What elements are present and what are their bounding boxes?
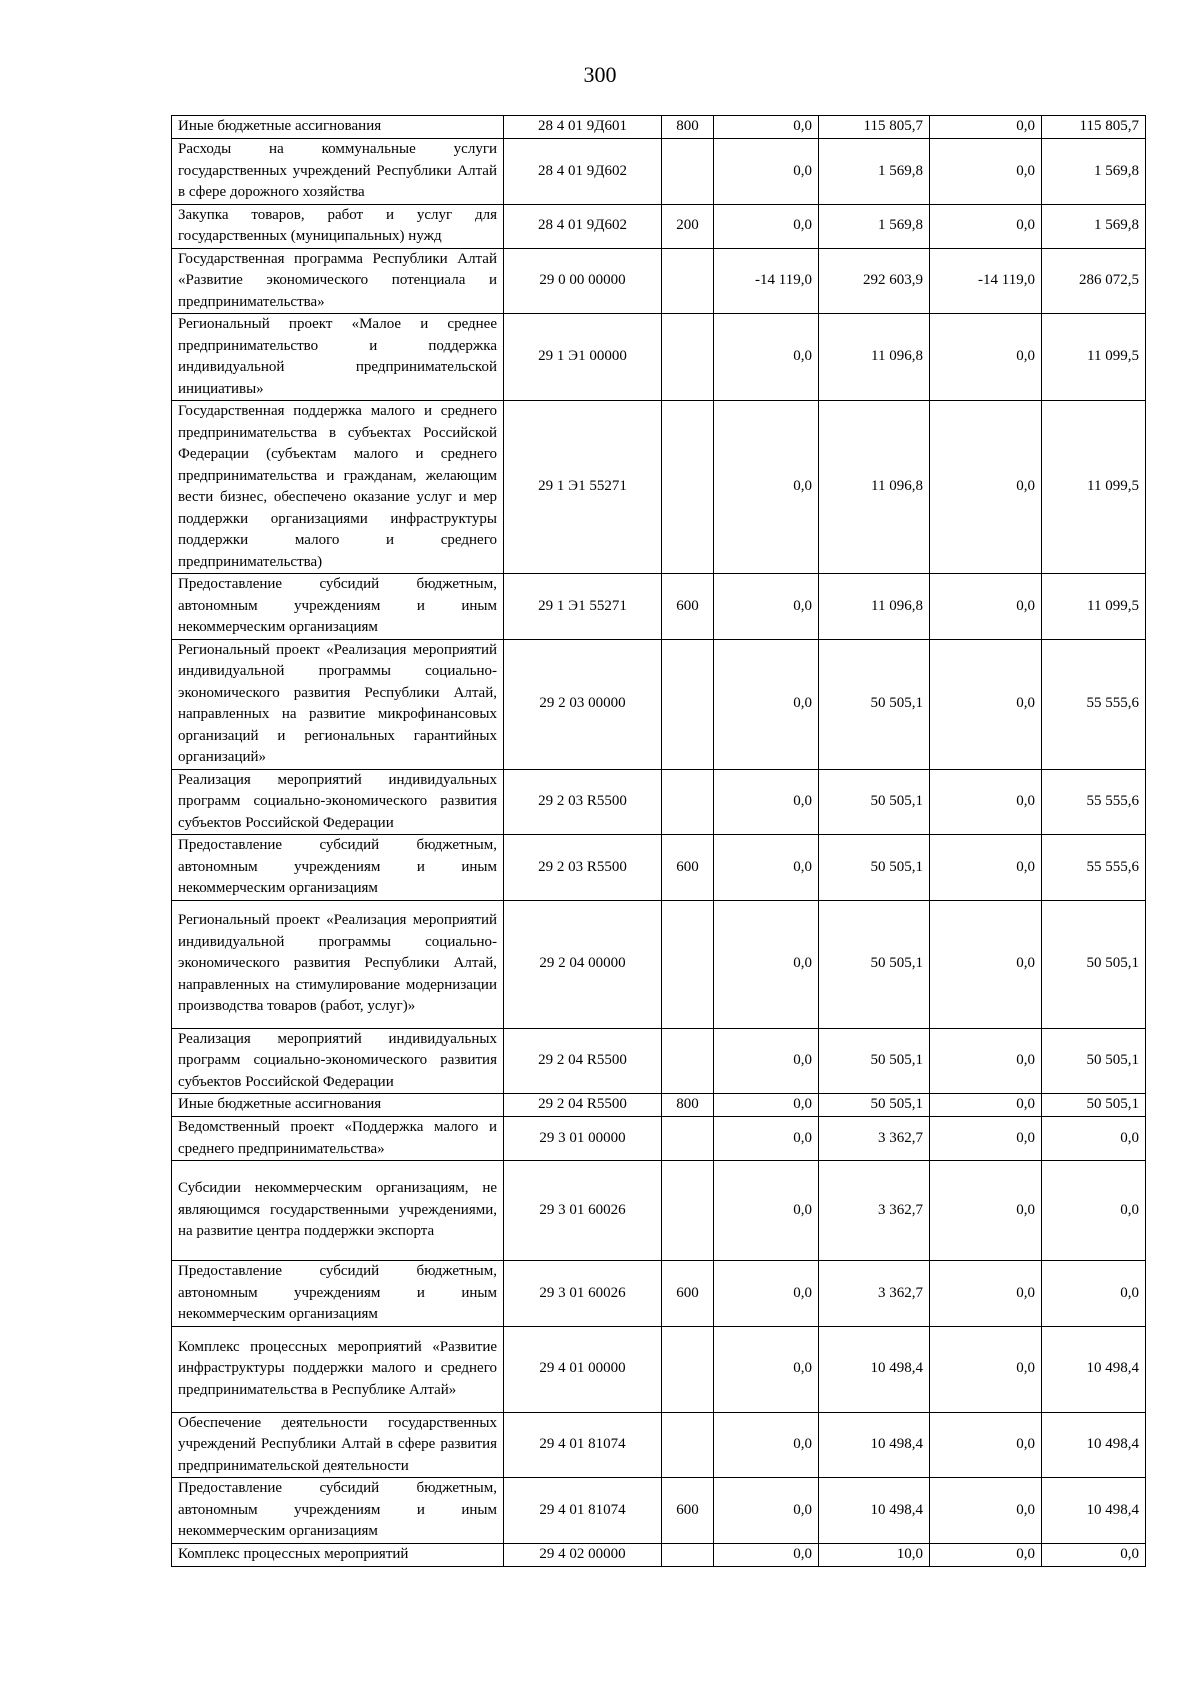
row-code-cell: 29 2 04 R5500 [504,1094,662,1117]
row-value-2-cell: 3 362,7 [819,1161,930,1261]
row-value-2-cell: 292 603,9 [819,248,930,314]
row-name-cell: Расходы на коммунальные услуги государственных учреждений Республики Алтай в сфере дорожного хозяйства [172,139,504,205]
table-row [172,1543,1146,1566]
row-value-4-cell: 0,0 [1042,1543,1146,1566]
row-value-1-cell: 0,0 [714,314,819,401]
row-value-1-cell: 0,0 [714,639,819,769]
row-value-3-cell: 0,0 [930,1543,1042,1566]
row-value-4-cell: 0,0 [1042,1261,1146,1327]
row-value-2-cell: 11 096,8 [819,574,930,640]
row-expense-type-cell: 600 [662,1261,714,1327]
row-expense-type-cell: 800 [662,1094,714,1117]
row-value-3-cell: 0,0 [930,639,1042,769]
row-value-1-cell: 0,0 [714,1117,819,1161]
row-name-cell: Обеспечение деятельности государственных учреждений Республики Алтай в сфере развития предпринимательской деятельности [172,1412,504,1478]
row-name-cell: Региональный проект «Реализация мероприятий индивидуальной программы социально-экономического развития Республики Алтай, направленных на стимулирование модернизации производства товаров (работ, услуг)» [172,900,504,1028]
row-value-4-cell: 55 555,6 [1042,835,1146,901]
row-value-2-cell: 11 096,8 [819,401,930,574]
row-code-cell: 29 4 01 81074 [504,1412,662,1478]
row-value-3-cell: 0,0 [930,1161,1042,1261]
table-row [172,835,1146,901]
row-name-cell: Субсидии некоммерческим организациям, не являющимся государственными учреждениями, на развитие центра поддержки экспорта [172,1161,504,1261]
row-code-cell: 29 1 Э1 00000 [504,314,662,401]
row-value-2-cell: 1 569,8 [819,139,930,205]
row-value-4-cell: 1 569,8 [1042,139,1146,205]
row-code-cell: 29 4 02 00000 [504,1543,662,1566]
row-name-cell: Региональный проект «Реализация мероприятий индивидуальной программы социально-экономического развития Республики Алтай, направленных на развитие микрофинансовых организаций и региональных гарантийных организаций» [172,639,504,769]
row-value-1-cell: -14 119,0 [714,248,819,314]
row-value-1-cell: 0,0 [714,401,819,574]
row-value-1-cell: 0,0 [714,1094,819,1117]
row-value-3-cell: 0,0 [930,574,1042,640]
table-row [172,1117,1146,1161]
row-value-3-cell: 0,0 [930,401,1042,574]
row-value-1-cell: 0,0 [714,835,819,901]
row-name-cell: Государственная поддержка малого и среднего предпринимательства в субъектах Российской Федерации (субъектам малого и среднего предпринимательства и гражданам, желающим вести бизнес, обеспечено оказание услуг и мер поддержки организациями инфраструктуры поддержки малого и среднего предпринимательства) [172,401,504,574]
row-value-2-cell: 11 096,8 [819,314,930,401]
row-value-2-cell: 50 505,1 [819,1028,930,1094]
row-value-1-cell: 0,0 [714,139,819,205]
row-expense-type-cell: 600 [662,574,714,640]
row-value-3-cell: -14 119,0 [930,248,1042,314]
row-value-2-cell: 10 498,4 [819,1412,930,1478]
row-value-4-cell: 50 505,1 [1042,1028,1146,1094]
row-value-3-cell: 0,0 [930,139,1042,205]
row-name-cell: Государственная программа Республики Алтай «Развитие экономического потенциала и предпринимательства» [172,248,504,314]
table-row [172,204,1146,248]
row-name-cell: Ведомственный проект «Поддержка малого и среднего предпринимательства» [172,1117,504,1161]
row-value-2-cell: 10,0 [819,1543,930,1566]
row-expense-type-cell [662,1412,714,1478]
table-row [172,769,1146,835]
row-code-cell: 29 4 01 00000 [504,1326,662,1412]
row-value-4-cell: 11 099,5 [1042,574,1146,640]
row-code-cell: 29 3 01 60026 [504,1261,662,1327]
row-value-4-cell: 10 498,4 [1042,1412,1146,1478]
row-value-4-cell: 50 505,1 [1042,900,1146,1028]
row-value-1-cell: 0,0 [714,769,819,835]
table-row [172,1261,1146,1327]
row-value-3-cell: 0,0 [930,116,1042,139]
row-value-2-cell: 3 362,7 [819,1117,930,1161]
row-code-cell: 29 2 03 R5500 [504,769,662,835]
row-value-4-cell: 0,0 [1042,1117,1146,1161]
table-row [172,248,1146,314]
row-name-cell: Региональный проект «Малое и среднее предпринимательство и поддержка индивидуальной предпринимательской инициативы» [172,314,504,401]
row-name-cell: Предоставление субсидий бюджетным, автономным учреждениям и иным некоммерческим организациям [172,1478,504,1544]
row-expense-type-cell [662,139,714,205]
row-value-1-cell: 0,0 [714,1261,819,1327]
row-value-1-cell: 0,0 [714,116,819,139]
row-code-cell: 29 0 00 00000 [504,248,662,314]
row-value-1-cell: 0,0 [714,900,819,1028]
row-expense-type-cell [662,900,714,1028]
row-value-3-cell: 0,0 [930,1478,1042,1544]
row-value-3-cell: 0,0 [930,1028,1042,1094]
row-value-3-cell: 0,0 [930,835,1042,901]
row-expense-type-cell [662,1117,714,1161]
row-code-cell: 29 2 04 R5500 [504,1028,662,1094]
row-value-1-cell: 0,0 [714,1028,819,1094]
row-code-cell: 29 1 Э1 55271 [504,401,662,574]
row-name-cell: Комплекс процесcных мероприятий [172,1543,504,1566]
table-row [172,1478,1146,1544]
table-row [172,1412,1146,1478]
row-value-3-cell: 0,0 [930,1117,1042,1161]
row-code-cell: 29 2 03 R5500 [504,835,662,901]
row-value-4-cell: 11 099,5 [1042,314,1146,401]
row-value-3-cell: 0,0 [930,1326,1042,1412]
row-value-2-cell: 115 805,7 [819,116,930,139]
row-value-4-cell: 286 072,5 [1042,248,1146,314]
row-code-cell: 29 4 01 81074 [504,1478,662,1544]
row-code-cell: 29 2 04 00000 [504,900,662,1028]
row-value-4-cell: 1 569,8 [1042,204,1146,248]
row-name-cell: Иные бюджетные ассигнования [172,116,504,139]
row-value-2-cell: 50 505,1 [819,769,930,835]
row-expense-type-cell [662,401,714,574]
row-value-4-cell: 55 555,6 [1042,769,1146,835]
row-value-2-cell: 10 498,4 [819,1478,930,1544]
table-row [172,900,1146,1028]
table-row [172,1326,1146,1412]
row-value-1-cell: 0,0 [714,1543,819,1566]
table-row [172,314,1146,401]
row-expense-type-cell [662,248,714,314]
row-value-1-cell: 0,0 [714,1412,819,1478]
row-value-2-cell: 10 498,4 [819,1326,930,1412]
row-value-4-cell: 10 498,4 [1042,1326,1146,1412]
row-code-cell: 28 4 01 9Д602 [504,204,662,248]
row-value-2-cell: 50 505,1 [819,639,930,769]
row-value-1-cell: 0,0 [714,1161,819,1261]
row-value-3-cell: 0,0 [930,1094,1042,1117]
row-name-cell: Предоставление субсидий бюджетным, автономным учреждениям и иным некоммерческим организациям [172,1261,504,1327]
table-row [172,1094,1146,1117]
row-name-cell: Предоставление субсидий бюджетным, автономным учреждениям и иным некоммерческим организациям [172,574,504,640]
row-name-cell: Закупка товаров, работ и услуг для государственных (муниципальных) нужд [172,204,504,248]
table-row [172,574,1146,640]
table-row [172,639,1146,769]
row-value-3-cell: 0,0 [930,1261,1042,1327]
row-value-2-cell: 50 505,1 [819,900,930,1028]
table-row [172,401,1146,574]
row-value-1-cell: 0,0 [714,204,819,248]
row-name-cell: Реализация мероприятий индивидуальных программ социально-экономического развития субъектов Российской Федерации [172,1028,504,1094]
row-expense-type-cell [662,769,714,835]
row-code-cell: 28 4 01 9Д602 [504,139,662,205]
page-number: 300 [583,62,617,87]
row-expense-type-cell [662,1028,714,1094]
row-name-cell: Предоставление субсидий бюджетным, автономным учреждениям и иным некоммерческим организациям [172,835,504,901]
row-code-cell: 29 3 01 00000 [504,1117,662,1161]
row-code-cell: 29 2 03 00000 [504,639,662,769]
row-value-3-cell: 0,0 [930,769,1042,835]
row-value-4-cell: 115 805,7 [1042,116,1146,139]
row-code-cell: 29 3 01 60026 [504,1161,662,1261]
row-value-4-cell: 55 555,6 [1042,639,1146,769]
row-name-cell: Реализация мероприятий индивидуальных программ социально-экономического развития субъектов Российской Федерации [172,769,504,835]
row-value-2-cell: 50 505,1 [819,1094,930,1117]
row-value-1-cell: 0,0 [714,574,819,640]
table-row [172,1161,1146,1261]
row-value-2-cell: 50 505,1 [819,835,930,901]
row-value-2-cell: 1 569,8 [819,204,930,248]
row-name-cell: Комплекс процессных мероприятий «Развитие инфраструктуры поддержки малого и среднего предпринимательства в Республике Алтай» [172,1326,504,1412]
row-expense-type-cell [662,1161,714,1261]
row-expense-type-cell [662,1543,714,1566]
row-expense-type-cell: 200 [662,204,714,248]
row-value-4-cell: 10 498,4 [1042,1478,1146,1544]
row-value-4-cell: 0,0 [1042,1161,1146,1261]
row-expense-type-cell: 600 [662,835,714,901]
row-expense-type-cell [662,314,714,401]
row-name-cell: Иные бюджетные ассигнования [172,1094,504,1117]
row-code-cell: 28 4 01 9Д601 [504,116,662,139]
row-value-3-cell: 0,0 [930,1412,1042,1478]
row-expense-type-cell: 600 [662,1478,714,1544]
row-value-1-cell: 0,0 [714,1326,819,1412]
row-expense-type-cell [662,639,714,769]
row-value-4-cell: 11 099,5 [1042,401,1146,574]
table-row [172,1028,1146,1094]
row-expense-type-cell [662,1326,714,1412]
table-row [172,139,1146,205]
row-value-2-cell: 3 362,7 [819,1261,930,1327]
row-code-cell: 29 1 Э1 55271 [504,574,662,640]
row-value-4-cell: 50 505,1 [1042,1094,1146,1117]
row-value-3-cell: 0,0 [930,204,1042,248]
row-value-3-cell: 0,0 [930,900,1042,1028]
row-value-1-cell: 0,0 [714,1478,819,1544]
table-row [172,116,1146,139]
row-expense-type-cell: 800 [662,116,714,139]
row-value-3-cell: 0,0 [930,314,1042,401]
budget-table [171,115,1146,1567]
